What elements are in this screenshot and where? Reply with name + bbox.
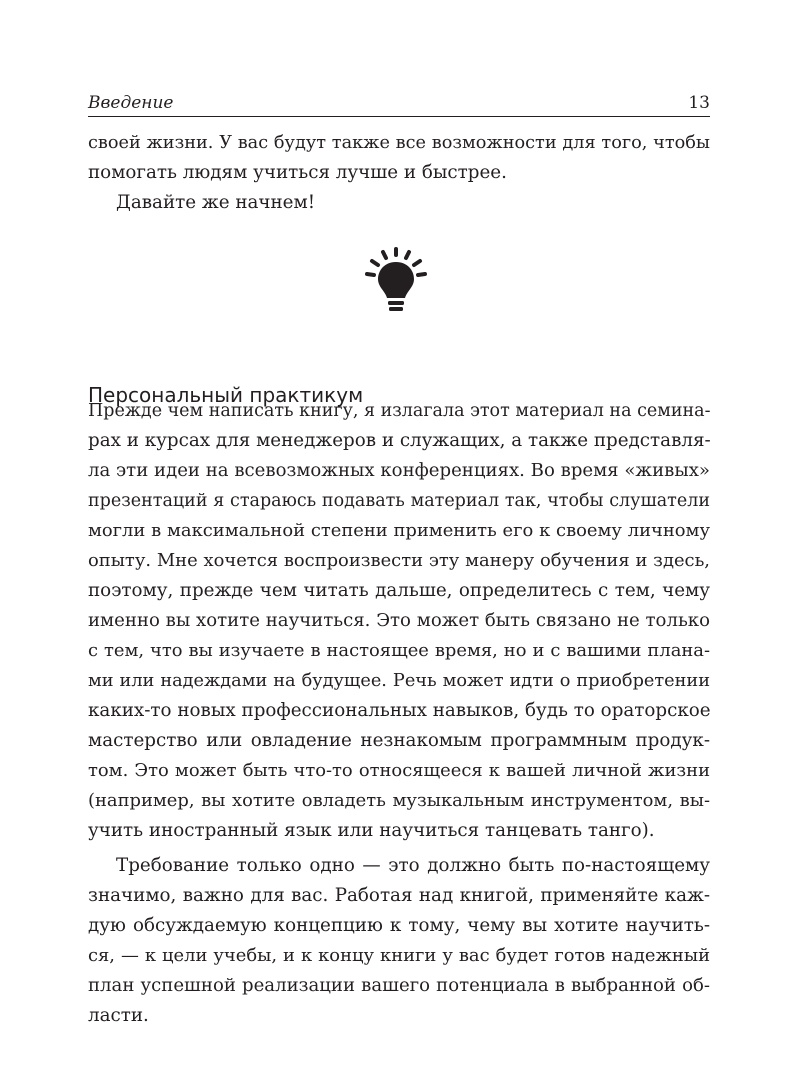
text-line: презентаций я стараюсь подавать материал так, чтобы слушатели bbox=[88, 491, 710, 511]
text-line: Требование только одно — это должно быть по-настоящему bbox=[116, 855, 710, 876]
text-line: план успешной реализации вашего потенциала в выбранной об- bbox=[88, 975, 710, 996]
text-line: опыту. Мне хочется воспроизвести эту манеру обучения и здесь, bbox=[88, 550, 710, 571]
text-line: своей жизни. У вас будут также все возможности для того, чтобы bbox=[88, 133, 710, 153]
text-line: рах и курсах для менеджеров и служащих, а также представля- bbox=[88, 430, 711, 451]
text-line: Прежде чем написать книгу, я излагала этот материал на семина- bbox=[88, 401, 711, 421]
text-line: ся, — к цели учебы, и к концу книги у вас будет готов надежный bbox=[88, 945, 710, 966]
text-line: значимо, важно для вас. Работая над книгой, применяйте каж- bbox=[88, 885, 710, 906]
text-line: помогать людям учиться лучше и быстрее. bbox=[88, 162, 507, 183]
text-line: могли в максимальной степени применить его к своему личному bbox=[88, 520, 710, 541]
text-line: каких-то новых профессиональных навыков, будь то ораторское bbox=[88, 700, 711, 721]
text-line: ла эти идеи на всевозможных конференциях. Во время «живых» bbox=[88, 460, 710, 481]
page-number: 13 bbox=[688, 93, 710, 113]
section-title: Персональный практикум bbox=[88, 382, 364, 407]
text-line: ласти. bbox=[88, 1005, 149, 1026]
text-line: том. Это может быть что-то относящееся к вашей личной жизни bbox=[88, 760, 710, 781]
text-line: поэтому, прежде чем читать дальше, определитесь с тем, чему bbox=[88, 580, 710, 601]
text-line: Давайте же начнем! bbox=[116, 192, 316, 213]
text-line: ми или надеждами на будущее. Речь может идти о приобретении bbox=[88, 671, 710, 691]
text-line: учить иностранный язык или научиться танцевать танго). bbox=[88, 820, 655, 841]
text-line: с тем, что вы изучаете в настоящее время, но и с вашими плана- bbox=[88, 640, 710, 661]
section-name: Введение bbox=[88, 93, 174, 113]
text-line: именно вы хотите научиться. Это может быть связано не только bbox=[88, 610, 710, 631]
text-line: дую обсуждаемую концепцию к тому, чему вы хотите научить- bbox=[88, 915, 710, 936]
running-head bbox=[88, 92, 710, 117]
text-line: (например, вы хотите овладеть музыкальным инструментом, вы- bbox=[88, 790, 710, 811]
lightbulb-icon bbox=[361, 246, 431, 316]
text-line: мастерство или овладение незнакомым программным продук- bbox=[88, 730, 710, 751]
